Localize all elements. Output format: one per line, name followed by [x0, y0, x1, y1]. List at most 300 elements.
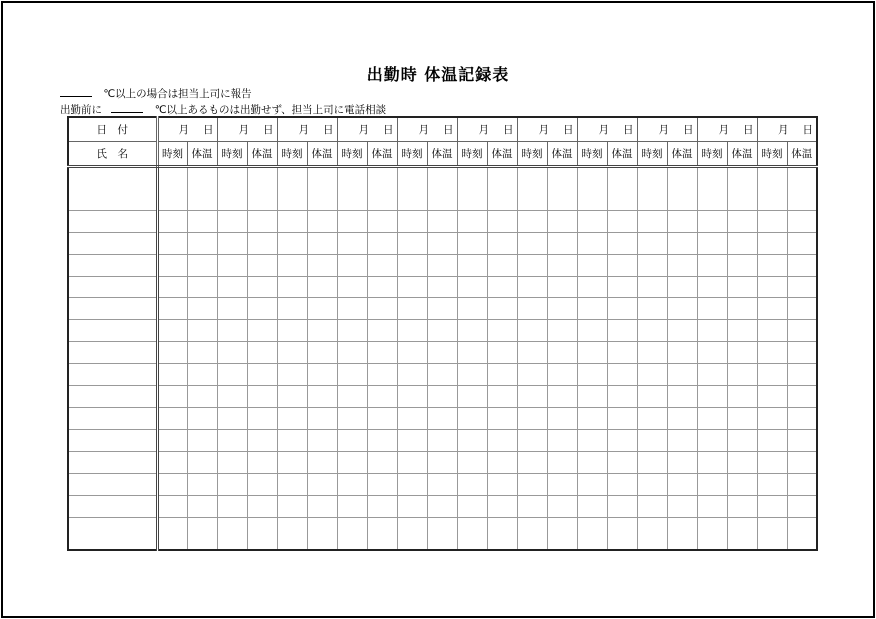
temp-entry-cell[interactable]	[487, 254, 517, 276]
temp-entry-cell[interactable]	[367, 473, 397, 495]
temp-entry-cell[interactable]	[607, 298, 637, 320]
temp-entry-cell[interactable]	[667, 364, 697, 386]
time-entry-cell[interactable]	[157, 429, 187, 451]
temp-entry-cell[interactable]	[367, 276, 397, 298]
time-entry-cell[interactable]	[157, 495, 187, 517]
time-entry-cell[interactable]	[277, 342, 307, 364]
time-entry-cell[interactable]	[157, 210, 187, 232]
time-entry-cell[interactable]	[337, 167, 367, 211]
temp-entry-cell[interactable]	[367, 254, 397, 276]
temp-entry-cell[interactable]	[427, 473, 457, 495]
time-entry-cell[interactable]	[337, 276, 367, 298]
time-entry-cell[interactable]	[637, 342, 667, 364]
temp-entry-cell[interactable]	[547, 517, 577, 550]
time-entry-cell[interactable]	[577, 320, 607, 342]
temp-entry-cell[interactable]	[787, 254, 817, 276]
temp-entry-cell[interactable]	[667, 342, 697, 364]
temp-entry-cell[interactable]	[667, 167, 697, 211]
time-entry-cell[interactable]	[457, 320, 487, 342]
temp-entry-cell[interactable]	[487, 473, 517, 495]
time-entry-cell[interactable]	[457, 451, 487, 473]
time-entry-cell[interactable]	[517, 517, 547, 550]
time-entry-cell[interactable]	[157, 298, 187, 320]
temp-entry-cell[interactable]	[187, 210, 217, 232]
temp-entry-cell[interactable]	[727, 298, 757, 320]
time-entry-cell[interactable]	[217, 517, 247, 550]
time-entry-cell[interactable]	[397, 276, 427, 298]
time-entry-cell[interactable]	[697, 364, 727, 386]
temp-entry-cell[interactable]	[547, 495, 577, 517]
time-entry-cell[interactable]	[517, 254, 547, 276]
temp-entry-cell[interactable]	[787, 167, 817, 211]
time-entry-cell[interactable]	[577, 386, 607, 408]
time-entry-cell[interactable]	[757, 473, 787, 495]
temp-entry-cell[interactable]	[247, 495, 277, 517]
temp-entry-cell[interactable]	[667, 495, 697, 517]
temp-entry-cell[interactable]	[787, 364, 817, 386]
temp-entry-cell[interactable]	[547, 232, 577, 254]
threshold-blank-1[interactable]	[60, 86, 92, 97]
temp-entry-cell[interactable]	[427, 320, 457, 342]
temp-entry-cell[interactable]	[427, 298, 457, 320]
time-entry-cell[interactable]	[637, 232, 667, 254]
time-entry-cell[interactable]	[637, 167, 667, 211]
time-entry-cell[interactable]	[277, 495, 307, 517]
time-entry-cell[interactable]	[337, 210, 367, 232]
temp-entry-cell[interactable]	[367, 320, 397, 342]
temp-entry-cell[interactable]	[187, 451, 217, 473]
temp-entry-cell[interactable]	[427, 407, 457, 429]
temp-entry-cell[interactable]	[187, 254, 217, 276]
time-entry-cell[interactable]	[277, 407, 307, 429]
time-entry-cell[interactable]	[577, 407, 607, 429]
time-entry-cell[interactable]	[277, 276, 307, 298]
time-entry-cell[interactable]	[637, 473, 667, 495]
temp-entry-cell[interactable]	[307, 386, 337, 408]
temp-entry-cell[interactable]	[667, 429, 697, 451]
temp-entry-cell[interactable]	[607, 451, 637, 473]
name-entry-cell[interactable]	[68, 517, 157, 550]
name-entry-cell[interactable]	[68, 210, 157, 232]
time-entry-cell[interactable]	[157, 276, 187, 298]
time-entry-cell[interactable]	[697, 451, 727, 473]
date-cell[interactable]	[577, 117, 637, 142]
time-entry-cell[interactable]	[157, 451, 187, 473]
temp-entry-cell[interactable]	[247, 276, 277, 298]
time-entry-cell[interactable]	[577, 276, 607, 298]
temp-entry-cell[interactable]	[427, 451, 457, 473]
time-entry-cell[interactable]	[517, 495, 547, 517]
time-entry-cell[interactable]	[397, 210, 427, 232]
time-entry-cell[interactable]	[217, 320, 247, 342]
time-entry-cell[interactable]	[397, 342, 427, 364]
temp-entry-cell[interactable]	[667, 407, 697, 429]
temp-entry-cell[interactable]	[547, 386, 577, 408]
temp-entry-cell[interactable]	[307, 342, 337, 364]
temp-entry-cell[interactable]	[427, 386, 457, 408]
time-entry-cell[interactable]	[457, 298, 487, 320]
time-entry-cell[interactable]	[637, 495, 667, 517]
time-entry-cell[interactable]	[337, 386, 367, 408]
time-entry-cell[interactable]	[157, 386, 187, 408]
temp-entry-cell[interactable]	[307, 210, 337, 232]
temp-entry-cell[interactable]	[727, 364, 757, 386]
time-entry-cell[interactable]	[217, 167, 247, 211]
time-entry-cell[interactable]	[517, 386, 547, 408]
name-entry-cell[interactable]	[68, 167, 157, 211]
temp-entry-cell[interactable]	[547, 320, 577, 342]
time-entry-cell[interactable]	[217, 342, 247, 364]
time-entry-cell[interactable]	[637, 451, 667, 473]
temp-entry-cell[interactable]	[727, 517, 757, 550]
temp-entry-cell[interactable]	[187, 386, 217, 408]
temp-entry-cell[interactable]	[667, 298, 697, 320]
threshold-blank-2[interactable]	[111, 102, 143, 113]
time-entry-cell[interactable]	[337, 473, 367, 495]
time-entry-cell[interactable]	[397, 167, 427, 211]
temp-entry-cell[interactable]	[667, 232, 697, 254]
name-entry-cell[interactable]	[68, 298, 157, 320]
time-entry-cell[interactable]	[397, 386, 427, 408]
time-entry-cell[interactable]	[697, 167, 727, 211]
temp-entry-cell[interactable]	[367, 495, 397, 517]
time-entry-cell[interactable]	[637, 386, 667, 408]
temp-entry-cell[interactable]	[307, 320, 337, 342]
temp-entry-cell[interactable]	[187, 517, 217, 550]
temp-entry-cell[interactable]	[667, 451, 697, 473]
time-entry-cell[interactable]	[217, 451, 247, 473]
temp-entry-cell[interactable]	[787, 320, 817, 342]
temp-entry-cell[interactable]	[667, 386, 697, 408]
temp-entry-cell[interactable]	[787, 407, 817, 429]
name-entry-cell[interactable]	[68, 342, 157, 364]
temp-entry-cell[interactable]	[787, 232, 817, 254]
temp-entry-cell[interactable]	[307, 298, 337, 320]
time-entry-cell[interactable]	[457, 342, 487, 364]
temp-entry-cell[interactable]	[547, 276, 577, 298]
temp-entry-cell[interactable]	[727, 407, 757, 429]
date-cell[interactable]	[637, 117, 697, 142]
time-entry-cell[interactable]	[277, 210, 307, 232]
temp-entry-cell[interactable]	[187, 495, 217, 517]
time-entry-cell[interactable]	[637, 320, 667, 342]
time-entry-cell[interactable]	[757, 232, 787, 254]
time-entry-cell[interactable]	[577, 364, 607, 386]
temp-entry-cell[interactable]	[307, 407, 337, 429]
temp-entry-cell[interactable]	[487, 342, 517, 364]
temp-entry-cell[interactable]	[367, 407, 397, 429]
temp-entry-cell[interactable]	[547, 407, 577, 429]
name-entry-cell[interactable]	[68, 386, 157, 408]
temp-entry-cell[interactable]	[547, 364, 577, 386]
temp-entry-cell[interactable]	[787, 429, 817, 451]
name-entry-cell[interactable]	[68, 473, 157, 495]
temp-entry-cell[interactable]	[187, 429, 217, 451]
time-entry-cell[interactable]	[157, 167, 187, 211]
name-entry-cell[interactable]	[68, 320, 157, 342]
temp-entry-cell[interactable]	[307, 364, 337, 386]
temp-entry-cell[interactable]	[607, 386, 637, 408]
name-entry-cell[interactable]	[68, 232, 157, 254]
time-entry-cell[interactable]	[277, 473, 307, 495]
time-entry-cell[interactable]	[577, 429, 607, 451]
temp-entry-cell[interactable]	[427, 210, 457, 232]
temp-entry-cell[interactable]	[247, 167, 277, 211]
time-entry-cell[interactable]	[277, 254, 307, 276]
temp-entry-cell[interactable]	[607, 495, 637, 517]
name-entry-cell[interactable]	[68, 429, 157, 451]
temp-entry-cell[interactable]	[187, 232, 217, 254]
time-entry-cell[interactable]	[277, 386, 307, 408]
temp-entry-cell[interactable]	[727, 167, 757, 211]
temp-entry-cell[interactable]	[607, 276, 637, 298]
time-entry-cell[interactable]	[757, 451, 787, 473]
time-entry-cell[interactable]	[457, 386, 487, 408]
temp-entry-cell[interactable]	[487, 429, 517, 451]
temp-entry-cell[interactable]	[367, 364, 397, 386]
time-entry-cell[interactable]	[577, 232, 607, 254]
time-entry-cell[interactable]	[157, 320, 187, 342]
temp-entry-cell[interactable]	[187, 342, 217, 364]
time-entry-cell[interactable]	[757, 167, 787, 211]
temp-entry-cell[interactable]	[727, 429, 757, 451]
time-entry-cell[interactable]	[397, 364, 427, 386]
time-entry-cell[interactable]	[577, 473, 607, 495]
time-entry-cell[interactable]	[637, 210, 667, 232]
temp-entry-cell[interactable]	[667, 320, 697, 342]
temp-entry-cell[interactable]	[787, 276, 817, 298]
temp-entry-cell[interactable]	[487, 495, 517, 517]
time-entry-cell[interactable]	[757, 429, 787, 451]
temp-entry-cell[interactable]	[607, 407, 637, 429]
time-entry-cell[interactable]	[697, 473, 727, 495]
temp-entry-cell[interactable]	[247, 298, 277, 320]
temp-entry-cell[interactable]	[247, 232, 277, 254]
temp-entry-cell[interactable]	[307, 473, 337, 495]
time-entry-cell[interactable]	[697, 386, 727, 408]
temp-entry-cell[interactable]	[787, 473, 817, 495]
temp-entry-cell[interactable]	[487, 386, 517, 408]
time-entry-cell[interactable]	[697, 517, 727, 550]
time-entry-cell[interactable]	[757, 276, 787, 298]
time-entry-cell[interactable]	[517, 429, 547, 451]
time-entry-cell[interactable]	[217, 364, 247, 386]
temp-entry-cell[interactable]	[247, 364, 277, 386]
temp-entry-cell[interactable]	[427, 364, 457, 386]
temp-entry-cell[interactable]	[367, 517, 397, 550]
date-cell[interactable]	[517, 117, 577, 142]
temp-entry-cell[interactable]	[727, 232, 757, 254]
temp-entry-cell[interactable]	[667, 276, 697, 298]
temp-entry-cell[interactable]	[307, 429, 337, 451]
time-entry-cell[interactable]	[397, 429, 427, 451]
temp-entry-cell[interactable]	[487, 451, 517, 473]
time-entry-cell[interactable]	[337, 407, 367, 429]
time-entry-cell[interactable]	[457, 167, 487, 211]
time-entry-cell[interactable]	[697, 254, 727, 276]
time-entry-cell[interactable]	[757, 342, 787, 364]
temp-entry-cell[interactable]	[727, 473, 757, 495]
temp-entry-cell[interactable]	[787, 386, 817, 408]
time-entry-cell[interactable]	[637, 276, 667, 298]
time-entry-cell[interactable]	[757, 298, 787, 320]
time-entry-cell[interactable]	[157, 364, 187, 386]
name-entry-cell[interactable]	[68, 276, 157, 298]
temp-entry-cell[interactable]	[727, 210, 757, 232]
time-entry-cell[interactable]	[217, 473, 247, 495]
time-entry-cell[interactable]	[757, 386, 787, 408]
temp-entry-cell[interactable]	[307, 451, 337, 473]
time-entry-cell[interactable]	[517, 276, 547, 298]
time-entry-cell[interactable]	[277, 517, 307, 550]
temp-entry-cell[interactable]	[727, 320, 757, 342]
time-entry-cell[interactable]	[277, 320, 307, 342]
time-entry-cell[interactable]	[577, 167, 607, 211]
time-entry-cell[interactable]	[637, 364, 667, 386]
time-entry-cell[interactable]	[757, 254, 787, 276]
temp-entry-cell[interactable]	[247, 517, 277, 550]
time-entry-cell[interactable]	[397, 451, 427, 473]
time-entry-cell[interactable]	[457, 407, 487, 429]
temp-entry-cell[interactable]	[187, 167, 217, 211]
temp-entry-cell[interactable]	[427, 517, 457, 550]
temp-entry-cell[interactable]	[367, 429, 397, 451]
temp-entry-cell[interactable]	[547, 342, 577, 364]
time-entry-cell[interactable]	[457, 429, 487, 451]
time-entry-cell[interactable]	[577, 517, 607, 550]
time-entry-cell[interactable]	[217, 254, 247, 276]
time-entry-cell[interactable]	[157, 254, 187, 276]
temp-entry-cell[interactable]	[787, 342, 817, 364]
temp-entry-cell[interactable]	[487, 320, 517, 342]
temp-entry-cell[interactable]	[727, 254, 757, 276]
time-entry-cell[interactable]	[457, 276, 487, 298]
temp-entry-cell[interactable]	[247, 210, 277, 232]
date-cell[interactable]	[757, 117, 817, 142]
temp-entry-cell[interactable]	[667, 473, 697, 495]
temp-entry-cell[interactable]	[547, 254, 577, 276]
name-entry-cell[interactable]	[68, 407, 157, 429]
temp-entry-cell[interactable]	[727, 495, 757, 517]
time-entry-cell[interactable]	[457, 517, 487, 550]
temp-entry-cell[interactable]	[367, 232, 397, 254]
time-entry-cell[interactable]	[757, 320, 787, 342]
temp-entry-cell[interactable]	[787, 210, 817, 232]
time-entry-cell[interactable]	[637, 298, 667, 320]
temp-entry-cell[interactable]	[367, 210, 397, 232]
time-entry-cell[interactable]	[697, 495, 727, 517]
time-entry-cell[interactable]	[337, 429, 367, 451]
time-entry-cell[interactable]	[697, 298, 727, 320]
temp-entry-cell[interactable]	[247, 320, 277, 342]
time-entry-cell[interactable]	[397, 495, 427, 517]
time-entry-cell[interactable]	[157, 232, 187, 254]
temp-entry-cell[interactable]	[487, 210, 517, 232]
time-entry-cell[interactable]	[577, 298, 607, 320]
temp-entry-cell[interactable]	[547, 451, 577, 473]
temp-entry-cell[interactable]	[307, 167, 337, 211]
temp-entry-cell[interactable]	[367, 451, 397, 473]
time-entry-cell[interactable]	[397, 473, 427, 495]
temp-entry-cell[interactable]	[787, 517, 817, 550]
time-entry-cell[interactable]	[577, 210, 607, 232]
time-entry-cell[interactable]	[517, 407, 547, 429]
time-entry-cell[interactable]	[697, 232, 727, 254]
time-entry-cell[interactable]	[457, 495, 487, 517]
time-entry-cell[interactable]	[337, 232, 367, 254]
time-entry-cell[interactable]	[517, 320, 547, 342]
temp-entry-cell[interactable]	[187, 473, 217, 495]
time-entry-cell[interactable]	[277, 364, 307, 386]
time-entry-cell[interactable]	[217, 407, 247, 429]
time-entry-cell[interactable]	[517, 451, 547, 473]
time-entry-cell[interactable]	[397, 517, 427, 550]
time-entry-cell[interactable]	[397, 254, 427, 276]
time-entry-cell[interactable]	[697, 342, 727, 364]
temp-entry-cell[interactable]	[487, 232, 517, 254]
time-entry-cell[interactable]	[217, 210, 247, 232]
temp-entry-cell[interactable]	[607, 429, 637, 451]
temp-entry-cell[interactable]	[487, 298, 517, 320]
name-entry-cell[interactable]	[68, 254, 157, 276]
time-entry-cell[interactable]	[277, 429, 307, 451]
time-entry-cell[interactable]	[277, 167, 307, 211]
temp-entry-cell[interactable]	[787, 495, 817, 517]
time-entry-cell[interactable]	[457, 364, 487, 386]
time-entry-cell[interactable]	[277, 451, 307, 473]
temp-entry-cell[interactable]	[727, 342, 757, 364]
temp-entry-cell[interactable]	[727, 451, 757, 473]
time-entry-cell[interactable]	[757, 517, 787, 550]
time-entry-cell[interactable]	[397, 320, 427, 342]
temp-entry-cell[interactable]	[307, 276, 337, 298]
time-entry-cell[interactable]	[517, 364, 547, 386]
time-entry-cell[interactable]	[337, 298, 367, 320]
time-entry-cell[interactable]	[517, 167, 547, 211]
temp-entry-cell[interactable]	[547, 429, 577, 451]
temp-entry-cell[interactable]	[307, 254, 337, 276]
temp-entry-cell[interactable]	[187, 407, 217, 429]
time-entry-cell[interactable]	[517, 210, 547, 232]
time-entry-cell[interactable]	[397, 298, 427, 320]
time-entry-cell[interactable]	[457, 473, 487, 495]
temp-entry-cell[interactable]	[427, 495, 457, 517]
time-entry-cell[interactable]	[157, 517, 187, 550]
time-entry-cell[interactable]	[457, 254, 487, 276]
time-entry-cell[interactable]	[217, 298, 247, 320]
temp-entry-cell[interactable]	[487, 407, 517, 429]
temp-entry-cell[interactable]	[187, 298, 217, 320]
temp-entry-cell[interactable]	[367, 167, 397, 211]
time-entry-cell[interactable]	[517, 342, 547, 364]
time-entry-cell[interactable]	[637, 429, 667, 451]
time-entry-cell[interactable]	[517, 298, 547, 320]
time-entry-cell[interactable]	[277, 232, 307, 254]
time-entry-cell[interactable]	[337, 320, 367, 342]
temp-entry-cell[interactable]	[547, 298, 577, 320]
temp-entry-cell[interactable]	[727, 276, 757, 298]
time-entry-cell[interactable]	[397, 232, 427, 254]
date-cell[interactable]	[697, 117, 757, 142]
time-entry-cell[interactable]	[697, 407, 727, 429]
time-entry-cell[interactable]	[757, 495, 787, 517]
temp-entry-cell[interactable]	[247, 254, 277, 276]
temp-entry-cell[interactable]	[607, 254, 637, 276]
temp-entry-cell[interactable]	[247, 429, 277, 451]
time-entry-cell[interactable]	[577, 495, 607, 517]
temp-entry-cell[interactable]	[607, 517, 637, 550]
temp-entry-cell[interactable]	[607, 473, 637, 495]
